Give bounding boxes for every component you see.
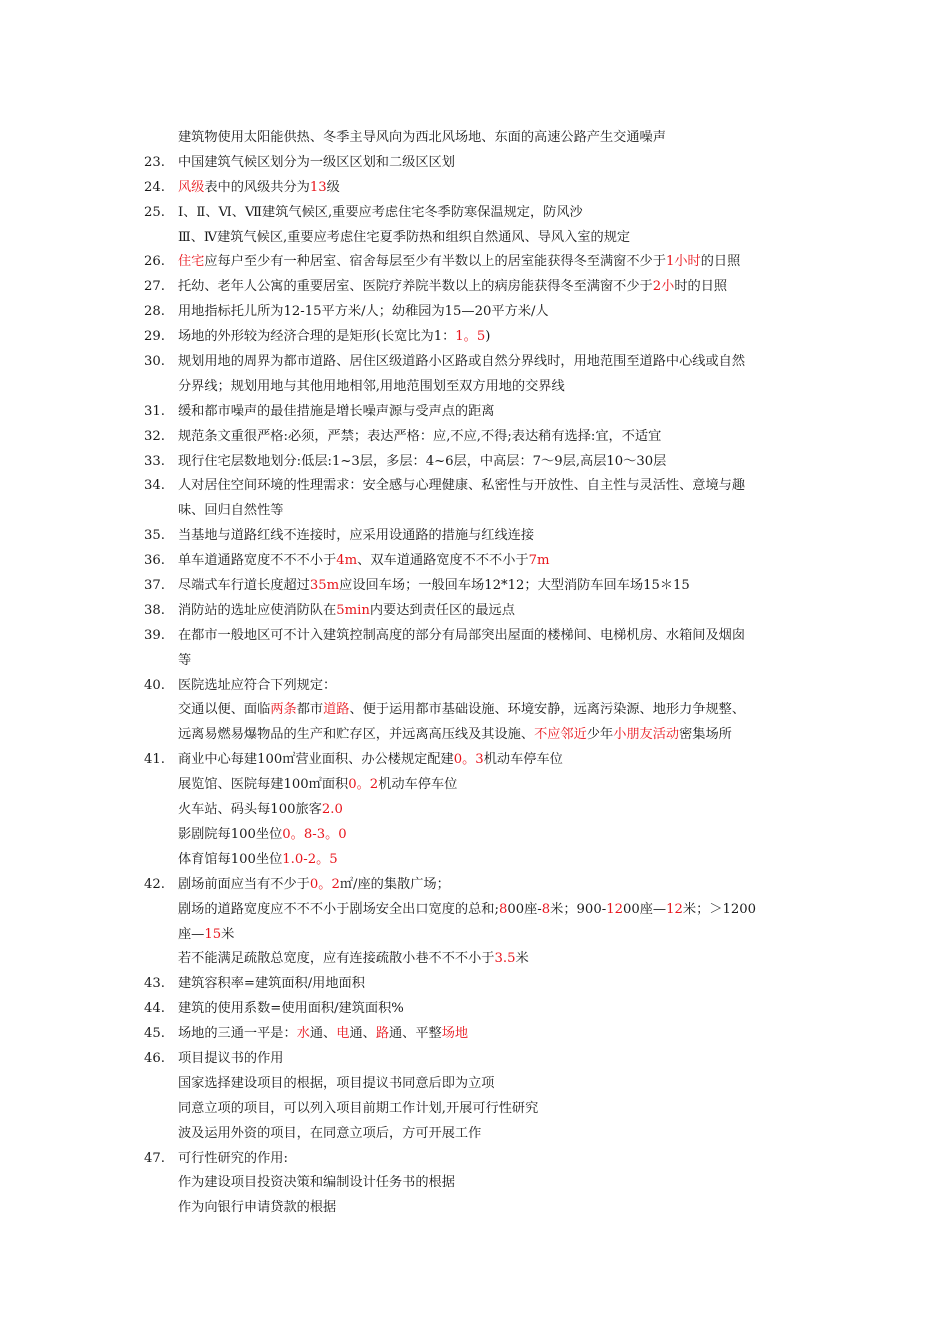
text-segment: 场地的外形较为经济合理的是矩形(长宽比为1：: [178, 329, 456, 345]
item-number: 36.: [144, 553, 165, 569]
item-number: 37.: [144, 578, 165, 594]
list-item-continuation: [0, 898, 950, 923]
list-item: [0, 325, 950, 350]
text-segment: 国家选择建设项目的根据，项目提议书同意后即为立项: [178, 1075, 495, 1091]
list-item: [0, 1022, 950, 1047]
item-text: [178, 923, 234, 948]
text-segment: 商业中心每建100㎡营业面积、办公楼规定配建: [178, 752, 454, 768]
item-text: [178, 226, 630, 251]
item-number: 28.: [144, 304, 165, 320]
item-text: [178, 474, 745, 499]
text-segment: 通、: [309, 1026, 337, 1042]
item-number: 41.: [144, 752, 165, 768]
item-text: [178, 649, 191, 674]
text-segment: 机动车停车位: [378, 777, 458, 793]
item-text: [178, 574, 690, 599]
list-item: [0, 574, 950, 599]
text-segment: 应每户至少有一种居室、宿舍每层至少有半数以上的居室能获得冬至满窗不少于: [204, 254, 666, 270]
item-text: [178, 524, 534, 549]
item-number: 31.: [144, 403, 165, 419]
text-segment: 现行住宅层数地划分:低层:1~3层，多层：4~6层，中高层：7～9层,高层10～30层: [178, 453, 667, 469]
list-item: [0, 1147, 950, 1172]
list-item: [0, 450, 950, 475]
list-item: [0, 474, 950, 499]
list-item-continuation: [0, 375, 950, 400]
item-text: [178, 549, 550, 574]
list-item-continuation: [0, 848, 950, 873]
highlighted-text: 0。8-3。0: [282, 826, 347, 842]
text-segment: 通、平整: [389, 1026, 442, 1042]
text-segment: 波及运用外资的项目，在同意立项后，方可开展工作: [178, 1125, 482, 1141]
item-text: [178, 1171, 455, 1196]
text-segment: 远离易燃易爆物品的生产和贮存区，并远离高压线及其设施、: [178, 727, 535, 743]
highlighted-text: 场地: [441, 1026, 469, 1042]
highlighted-text: 7m: [528, 553, 550, 569]
highlighted-text: 2.0: [321, 802, 343, 818]
list-item-continuation: [0, 499, 950, 524]
list-item-continuation: [0, 1097, 950, 1122]
item-text: [178, 873, 450, 898]
notes-list: [0, 126, 950, 1221]
text-segment: 同意立项的项目，可以列入项目前期工作计划,开展可行性研究: [178, 1100, 539, 1116]
item-text: [178, 499, 284, 524]
text-segment: 级: [326, 179, 340, 195]
text-segment: 等: [178, 652, 192, 668]
text-segment: 人对居住空间环境的性理需求：安全感与心理健康、私密性与开放性、自主性与灵活性、意境与趣: [178, 478, 746, 494]
item-text: [178, 947, 529, 972]
list-item-continuation: [0, 823, 950, 848]
highlighted-text: 8: [541, 901, 551, 917]
item-number: 29.: [144, 329, 165, 345]
item-text: [178, 823, 347, 848]
highlighted-text: 不应邻近: [534, 727, 587, 743]
text-segment: 00座-: [507, 901, 542, 917]
item-number: 25.: [144, 204, 165, 220]
item-text: [178, 1072, 495, 1097]
item-text: [178, 176, 340, 201]
list-item: [0, 400, 950, 425]
list-item: [0, 599, 950, 624]
item-text: [178, 375, 565, 400]
item-text: [178, 151, 455, 176]
text-segment: 作为向银行申请贷款的根据: [178, 1200, 337, 1216]
text-segment: ): [485, 329, 491, 345]
list-item-continuation: [0, 947, 950, 972]
item-text: [178, 275, 727, 300]
highlighted-text: 两条: [270, 702, 297, 718]
item-number: 34.: [144, 478, 165, 494]
item-number: 44.: [144, 1001, 165, 1017]
text-segment: 若不能满足疏散总宽度，应有连接疏散小巷不不不小于: [178, 951, 495, 967]
highlighted-text: 1。5: [455, 329, 486, 345]
item-number: 23.: [144, 154, 165, 170]
text-segment: 托幼、老年人公寓的重要居室、医院疗养院半数以上的病房能获得冬至满窗不少于: [178, 279, 653, 295]
item-number: 38.: [144, 602, 165, 618]
list-item: [0, 1047, 950, 1072]
highlighted-text: 12: [606, 901, 623, 917]
text-segment: 味、回归自然性等: [178, 503, 284, 519]
list-item: [0, 524, 950, 549]
item-text: [178, 773, 457, 798]
text-segment: 影剧院每100坐位: [178, 826, 283, 842]
item-number: 46.: [144, 1050, 165, 1066]
item-text: [178, 450, 666, 475]
text-segment: Ⅰ、Ⅱ、Ⅵ、Ⅶ建筑气候区,重要应考虑住宅冬季防寒保温规定，防风沙: [178, 204, 583, 220]
text-segment: 剧场前面应当有不少于: [178, 876, 310, 892]
text-segment: 00座—: [622, 901, 667, 917]
text-segment: 机动车停车位: [483, 752, 563, 768]
text-segment: 建筑的使用系数=使用面积/建筑面积%: [178, 1001, 404, 1017]
text-segment: 作为建设项目投资决策和编制设计任务书的根据: [178, 1175, 455, 1191]
list-item: [0, 624, 950, 649]
item-text: [178, 425, 661, 450]
text-segment: Ⅲ、Ⅳ建筑气候区,重要应考虑住宅夏季防热和组织自然通风、导风入室的规定: [178, 229, 631, 245]
item-text: [178, 848, 338, 873]
text-segment: 当基地与道路红线不连接时，应采用设通路的措施与红线连接: [178, 528, 535, 544]
item-text: [178, 1196, 336, 1221]
item-number: 42.: [144, 876, 165, 892]
list-item-continuation: [0, 649, 950, 674]
list-item: [0, 748, 950, 773]
list-item-continuation: [0, 126, 950, 151]
highlighted-text: 0。2: [309, 876, 340, 892]
text-segment: 火车站、码头每100旅客: [178, 802, 322, 818]
item-text: [178, 1122, 481, 1147]
item-number: 30.: [144, 354, 165, 370]
item-number: 47.: [144, 1150, 165, 1166]
list-item-continuation: [0, 1171, 950, 1196]
item-number: 45.: [144, 1026, 165, 1042]
item-text: [178, 400, 495, 425]
highlighted-text: 路: [375, 1026, 389, 1042]
text-segment: 座—: [178, 926, 205, 942]
item-text: [178, 624, 745, 649]
list-item: [0, 425, 950, 450]
text-segment: 米；＞1200: [682, 901, 757, 917]
list-item: [0, 275, 950, 300]
list-item-continuation: [0, 773, 950, 798]
list-item-continuation: [0, 698, 950, 723]
item-text: [178, 723, 732, 748]
list-item-continuation: [0, 798, 950, 823]
highlighted-text: 小朋友活动: [613, 727, 680, 743]
item-text: [178, 748, 563, 773]
item-text: [178, 1047, 284, 1072]
list-item: [0, 201, 950, 226]
text-segment: 缓和都市噪声的最佳措施是增长噪声源与受声点的距离: [178, 403, 495, 419]
item-text: [178, 972, 365, 997]
item-text: [178, 674, 336, 699]
text-segment: 医院选址应符合下列规定：: [178, 677, 337, 693]
text-segment: 米；900-: [550, 901, 607, 917]
item-text: [178, 997, 404, 1022]
highlighted-text: 13: [309, 179, 327, 195]
text-segment: 建筑物使用太阳能供热、冬季主导风向为西北风场地、东面的高速公路产生交通噪声: [178, 130, 666, 145]
item-number: 33.: [144, 453, 165, 469]
text-segment: 可行性研究的作用:: [178, 1150, 288, 1166]
highlighted-text: 0。3: [453, 752, 484, 768]
list-item-continuation: [0, 226, 950, 251]
highlighted-text: 4m: [336, 553, 358, 569]
item-number: 40.: [144, 677, 165, 693]
highlighted-text: 5min: [336, 602, 370, 618]
highlighted-text: 12: [666, 901, 683, 917]
text-segment: 体育馆每100坐位: [178, 851, 283, 867]
text-segment: 项目提议书的作用: [178, 1050, 284, 1066]
text-segment: 都市: [296, 702, 324, 718]
text-segment: 米: [515, 951, 529, 967]
item-number: 27.: [144, 279, 165, 295]
item-number: 43.: [144, 976, 165, 992]
highlighted-text: 1.0-2。5: [282, 851, 338, 867]
highlighted-text: 15: [204, 926, 222, 942]
list-item: [0, 176, 950, 201]
text-segment: 通、: [349, 1026, 376, 1042]
text-segment: 单车道通路宽度不不不小于: [178, 553, 337, 569]
text-segment: 交通以便、面临: [178, 702, 271, 718]
item-text: [178, 599, 515, 624]
text-segment: 展览馆、医院每建100㎡面积: [178, 777, 349, 793]
list-item-continuation: [0, 923, 950, 948]
list-item: [0, 250, 950, 275]
text-segment: 应设回车场；一般回车场12*12；大型消防车回车场15＊15: [339, 578, 690, 594]
item-number: 32.: [144, 428, 165, 444]
item-text: [178, 250, 740, 275]
highlighted-text: 风级: [178, 179, 205, 195]
highlighted-text: 0。2: [348, 777, 379, 793]
text-segment: 规划用地的周界为都市道路、居住区级道路小区路或自然分界线时，用地范围至道路中心线或自然: [178, 354, 746, 370]
text-segment: 中国建筑气候区划分为一级区区划和二级区区划: [178, 154, 455, 170]
text-segment: 少年: [586, 727, 614, 743]
highlighted-text: 35m: [309, 578, 340, 594]
item-text: [178, 126, 666, 151]
item-number: 39.: [144, 627, 165, 643]
list-item: [0, 997, 950, 1022]
list-item: [0, 350, 950, 375]
item-text: [178, 1097, 538, 1122]
list-item: [0, 873, 950, 898]
highlighted-text: 水: [296, 1026, 310, 1042]
text-segment: 、便于运用都市基础设施、环境安静，远离污染源、地形力争规整、: [349, 702, 746, 718]
highlighted-text: 住宅: [178, 254, 205, 270]
text-segment: ㎡/座的集散广场；: [339, 876, 450, 892]
list-item-continuation: [0, 1196, 950, 1221]
text-segment: 内要达到责任区的最远点: [369, 602, 515, 618]
list-item: [0, 972, 950, 997]
list-item: [0, 300, 950, 325]
text-segment: 规范条文重很严格:必须，严禁；表达严格：应,不应,不得;表达稍有选择:宜，不适宜: [178, 428, 662, 444]
highlighted-text: 3.5: [494, 951, 516, 967]
highlighted-text: 电: [336, 1026, 350, 1042]
item-text: [178, 1022, 468, 1047]
item-text: [178, 325, 490, 350]
text-segment: 场地的三通一平是：: [178, 1026, 297, 1042]
list-item-continuation: [0, 1122, 950, 1147]
text-segment: 、双车道通路宽度不不不小于: [357, 553, 529, 569]
highlighted-text: 2小: [652, 279, 675, 295]
item-number: 35.: [144, 528, 165, 544]
text-segment: 表中的风级共分为: [204, 179, 310, 195]
text-segment: 尽端式车行道长度超过: [178, 578, 310, 594]
highlighted-text: 8: [498, 901, 508, 917]
highlighted-text: 道路: [323, 702, 350, 718]
item-text: [178, 898, 756, 923]
list-item: [0, 674, 950, 699]
list-item-continuation: [0, 1072, 950, 1097]
text-segment: 消防站的选址应使消防队在: [178, 602, 337, 618]
item-text: [178, 300, 549, 325]
list-item-continuation: [0, 723, 950, 748]
item-number: 24.: [144, 179, 165, 195]
text-segment: 密集场所: [679, 727, 732, 743]
text-segment: 剧场的道路宽度应不不不小于剧场安全出口宽度的总和;: [178, 901, 499, 917]
text-segment: 用地指标托儿所为12-15平方米/人；幼稚园为15—20平方米/人: [178, 304, 549, 320]
text-segment: 分界线；规划用地与其他用地相邻,用地范围划至双方用地的交界线: [178, 378, 565, 394]
text-segment: 时的日照: [674, 279, 728, 295]
item-text: [178, 798, 343, 823]
item-text: [178, 201, 583, 226]
item-text: [178, 1147, 288, 1172]
highlighted-text: 1小时: [665, 254, 701, 270]
text-segment: 在都市一般地区可不计入建筑控制高度的部分有局部突出屋面的楼梯间、电梯机房、水箱间及烟囱: [178, 627, 746, 643]
text-segment: 米: [221, 926, 235, 942]
text-segment: 的日照: [700, 254, 741, 270]
item-number: 26.: [144, 254, 165, 270]
item-text: [178, 350, 745, 375]
list-item: [0, 151, 950, 176]
list-item: [0, 549, 950, 574]
item-text: [178, 698, 745, 723]
text-segment: 建筑容积率=建筑面积/用地面积: [178, 976, 365, 992]
